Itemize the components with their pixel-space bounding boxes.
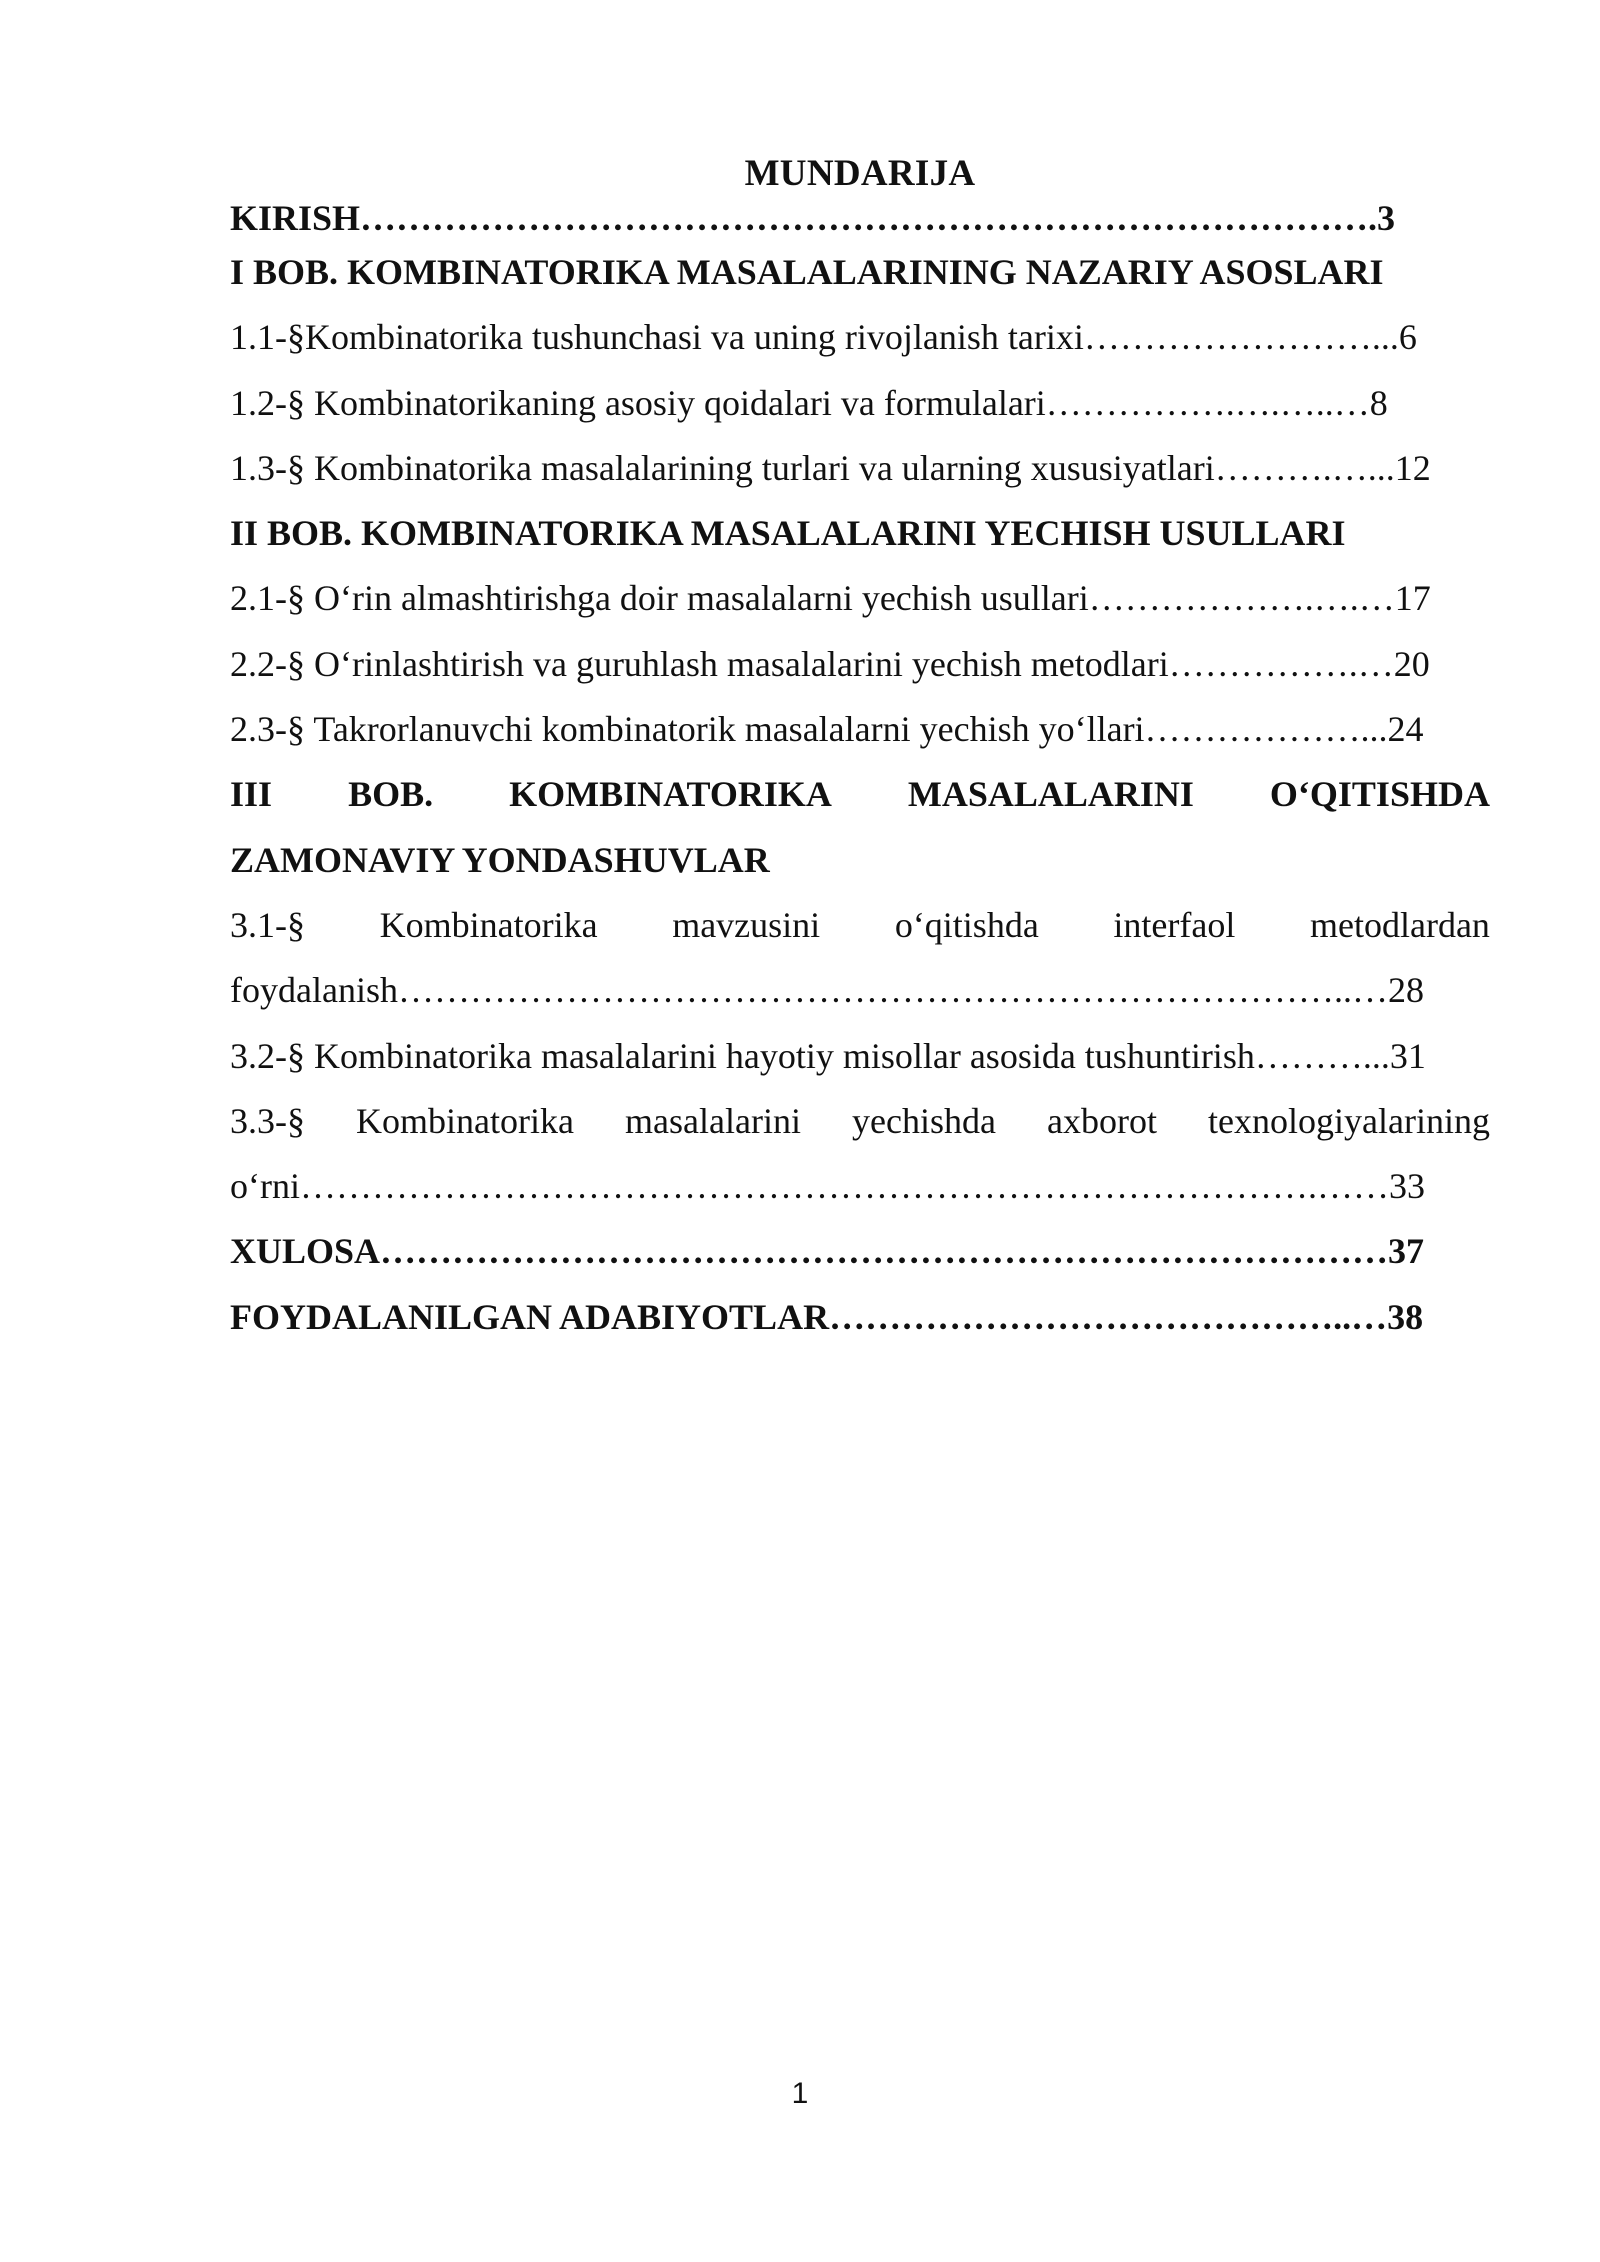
chapter-3-word: KOMBINATORIKA [509, 774, 832, 815]
chapter-3-word: O‘QITISHDA [1269, 774, 1490, 815]
page-number: 1 [791, 2077, 809, 2110]
chapter-3-word: III [230, 774, 273, 815]
toc-section-1-2: 1.2-§ Kombinatorikaning asosiy qoidalari va formulalari…………….….…..…8 [230, 382, 1388, 423]
section-3-1-word: metodlardan [1310, 904, 1490, 945]
toc-section-2-2: 2.2-§ O‘rinlashtirish va guruhlash masalalarini yechish metodlari…………….…20 [230, 643, 1430, 684]
toc-entry-references: FOYDALANILGAN ADABIYOTLAR……………………………………..…38 [230, 1296, 1424, 1337]
toc-chapter-1: I BOB. KOMBINATORIKA MASALALARINING NAZARIY ASOSLARI [230, 252, 1384, 292]
section-3-1-word: o‘qitishda [894, 904, 1039, 945]
toc-section-3-1 [230, 893, 1490, 958]
toc-section-2-3: 2.3-§ Takrorlanuvchi kombinatorik masalalarni yechish yo‘llari………………...24 [230, 709, 1424, 750]
toc-section-1-3: 1.3-§ Kombinatorika masalalarining turlari va ularning xususiyatlari……….…...12 [230, 447, 1431, 488]
document-title: MUNDARIJA [744, 153, 976, 194]
chapter-3-word: BOB. [348, 774, 434, 815]
toc-section-3-2: 3.2-§ Kombinatorika masalalarini hayotiy misollar asosida tushuntirish………...31 [230, 1035, 1426, 1076]
toc-section-2-1: 2.1-§ O‘rin almashtirishga doir masalalarni yechish usullari……………….….…17 [230, 578, 1431, 619]
toc-section-1-1: 1.1-§Kombinatorika tushunchasi va uning rivojlanish tarixi……………………...6 [230, 317, 1417, 358]
chapter-3-word: MASALALARINI [907, 774, 1194, 815]
toc-section-3-3 [230, 1089, 1490, 1154]
toc-entry-xulosa: XULOSA…………………………………………………………………………37 [230, 1231, 1425, 1272]
toc-section-3-1-continuation: foydalanish……………………………………………………………………..…28 [230, 970, 1424, 1011]
table-of-contents [230, 196, 1490, 1350]
section-3-1-word: 3.1-§ [230, 904, 305, 945]
toc-chapter-3 [230, 762, 1490, 827]
section-3-3-word: axborot [1047, 1100, 1157, 1141]
toc-entry-kirish: KIRISH………………………………………………………………………….3 [230, 198, 1396, 238]
section-3-3-word: Kombinatorika [356, 1100, 574, 1141]
toc-chapter-2: II BOB. KOMBINATORIKA MASALALARINI YECHISH USULLARI [230, 513, 1346, 554]
section-3-1-word: interfaol [1113, 904, 1236, 945]
section-3-3-word: texnologiyalarining [1208, 1100, 1490, 1141]
section-3-3-word: yechishda [852, 1100, 996, 1141]
toc-chapter-3-continuation: ZAMONAVIY YONDASHUVLAR [230, 839, 770, 880]
section-3-3-word: 3.3-§ [230, 1100, 305, 1141]
toc-section-3-3-continuation: o‘rni………………………………………………………………………….……33 [230, 1166, 1425, 1207]
section-3-1-word: mavzusini [672, 904, 821, 945]
section-3-3-word: masalalarini [625, 1100, 801, 1141]
section-3-1-word: Kombinatorika [379, 904, 598, 945]
